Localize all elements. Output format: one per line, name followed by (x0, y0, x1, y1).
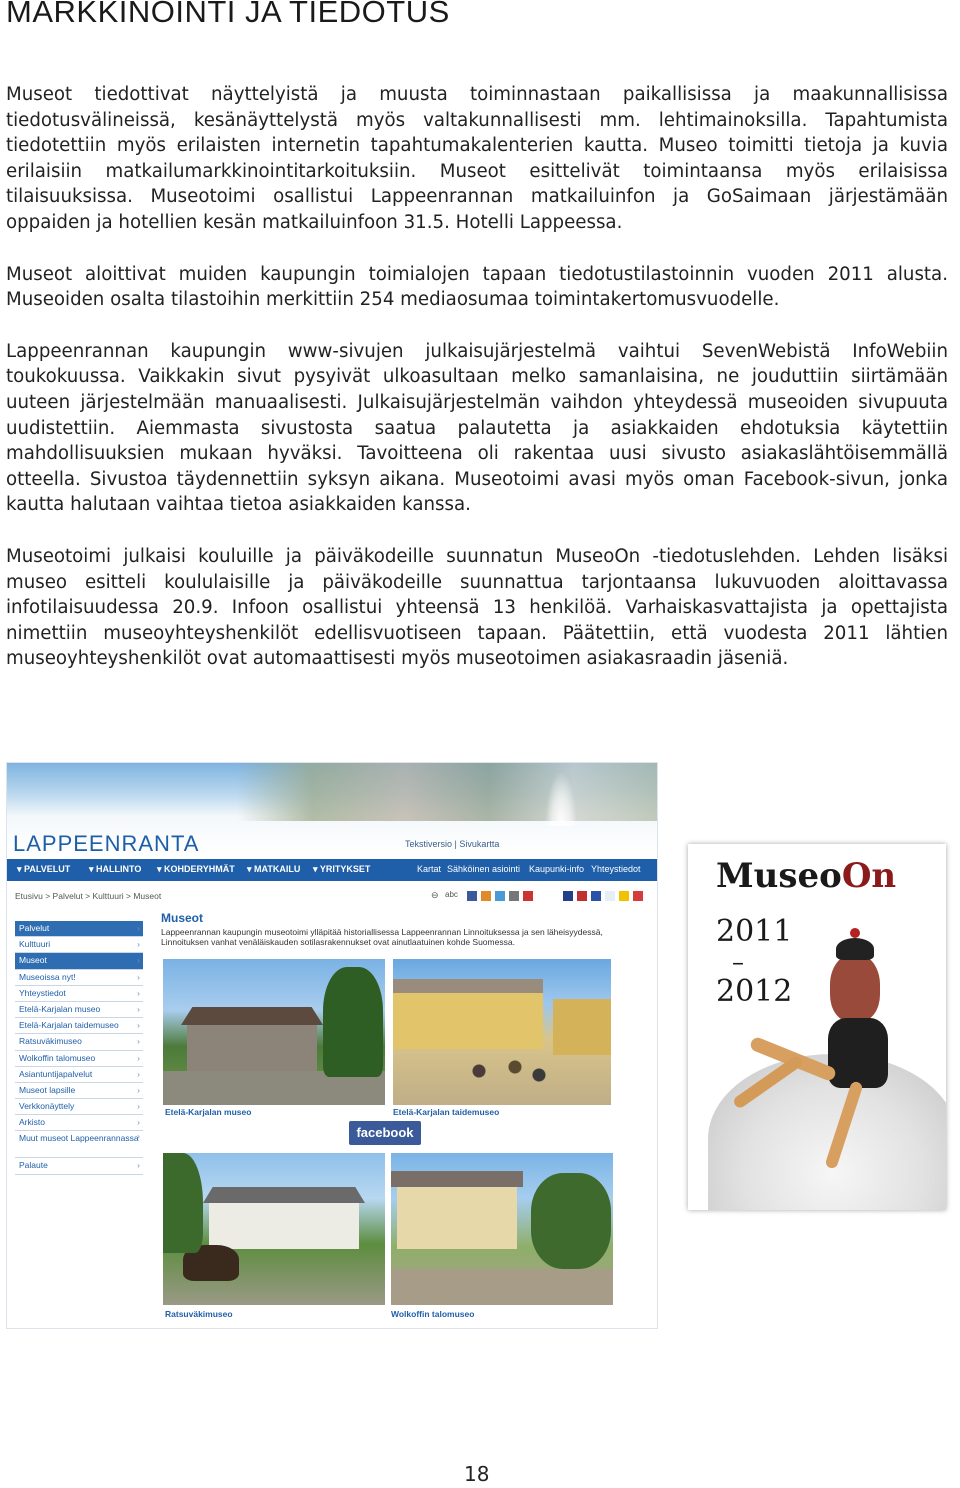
nav-item: Kartat (417, 864, 442, 874)
sidebar-item: Wolkoffin talomuseo › (15, 1051, 143, 1067)
feed-icon (523, 891, 533, 901)
photo-caption: Etelä-Karjalan taidemuseo (393, 1107, 500, 1117)
sidebar-item: Etelä-Karjalan taidemuseo › (15, 1018, 143, 1034)
flag-de-icon (577, 891, 587, 901)
sidebar-item: Museoissa nyt! › (15, 970, 143, 986)
art-museum-photo (393, 959, 611, 1105)
body-text (6, 82, 948, 698)
flag-fr-icon (591, 891, 601, 901)
page-title: MARKKINOINTI JA TIEDOTUS (6, 0, 450, 29)
website-screenshot (6, 762, 658, 1329)
sidebar-item: Museot › (15, 953, 143, 969)
nav-item: ▾ KOHDERYHMÄT (157, 864, 235, 874)
facebook-icon (467, 891, 477, 901)
banner-photo (237, 763, 657, 821)
puppet-hat (836, 938, 874, 960)
side-building (553, 999, 611, 1055)
art-museum-roof (393, 979, 543, 993)
nav-item: ▾ YRITYKSET (313, 864, 371, 874)
sidebar-item: Etelä-Karjalan museo › (15, 1002, 143, 1018)
flag-fi-icon (605, 891, 615, 901)
flag-ru-icon (633, 891, 643, 901)
cover-dash: – (732, 948, 744, 976)
photo-caption: Ratsuväkimuseo (165, 1309, 233, 1319)
cover-year: 2011 (716, 914, 793, 949)
puppet-body (828, 1018, 888, 1088)
wolkoff-building (397, 1183, 517, 1249)
puppet-head (830, 954, 880, 1022)
zoom-icon: ⊖ (431, 890, 439, 900)
photo-caption: Etelä-Karjalan museo (165, 1107, 252, 1117)
cover-logo: MuseoOn (716, 856, 897, 896)
flag-en-icon (563, 891, 573, 901)
nav-item: ▾ MATKAILU (247, 864, 301, 874)
sidebar-item: Kulttuuri › (15, 937, 143, 953)
wolkoff-museum-photo (391, 1153, 613, 1305)
sidebar-item: Yhteystiedot › (15, 986, 143, 1002)
nav-item: Kaupunki-info (529, 864, 585, 874)
site-nav (7, 859, 657, 881)
sidebar-item: Palaute › (15, 1158, 143, 1174)
sidebar-item: Museot lapsille › (15, 1083, 143, 1099)
page-number: 18 (464, 1462, 490, 1486)
street (391, 1269, 613, 1305)
sidebar-item: Arkisto › (15, 1115, 143, 1131)
fountain-icon (545, 771, 577, 826)
tree (163, 1153, 203, 1253)
print-icon (509, 891, 519, 901)
facebook-badge: facebook (349, 1121, 421, 1145)
readspeaker-text: abc (445, 890, 458, 899)
children-walking (443, 1051, 563, 1091)
sidebar-item: Asiantuntijapalvelut › (15, 1067, 143, 1083)
hat-pompom (850, 928, 860, 938)
site-page-title: Museot (161, 911, 203, 925)
site-logo: LAPPEENRANTA (13, 831, 200, 856)
art-museum-building (393, 989, 543, 1049)
nav-item: ▾ HALLINTO (89, 864, 142, 874)
sidebar-item: Palvelut › (15, 921, 143, 937)
museum-building (187, 1021, 317, 1071)
nav-item: Yhteystiedot (591, 864, 641, 874)
paragraph: Museot tiedottivat näyttelyistä ja muusta toiminnastaan paikallisissa ja maakunnallisissa tiedotusvälineissä, kesänäyttelystä myös valtakunnallisesti mm. lehtimainoksilla. Tapahtumista tiedotettiin myös erilaisten internetin tapahtumakalenterien kautta. Museo toimitti tietoja ja kuvia erilaisiin matkailumarkkinointitarkoituksiin. Museot esittelivät toimintaansa myös erilaisissa tilaisuuksissa. Museotoimi osallistui Lappeenrannan matkailuinfon ja GoSaimaan järjestämään oppaiden ja hotellien kesän matkailuinfoon 31.5. Hotelli Lappeessa. (6, 84, 948, 233)
museoon-cover (688, 844, 946, 1210)
flag-se-icon (619, 891, 629, 901)
tree (323, 967, 383, 1077)
site-util-links: Tekstiversio | Sivukartta (405, 839, 500, 849)
paragraph: Museotoimi julkaisi kouluille ja päiväkodeille suunnatun MuseoOn -tiedotuslehden. Lehden lisäksi museo esitteli koululaisille ja päiväkodeille suunnattua tarjontaansa lukuvuoden aloittavassa infotilaisuudessa 20.9. Infoon osallistui yhteensä 13 henkilöä. Varhaiskasvattajista ja opettajista nimettiin museoyhteyshenkilöt edellisvuotiseen tapaan. Päätettiin, että vuodesta 2011 lähtien museoyhteyshenkilöt ovat automaattisesti myös museotoimen asiakasraadin jäseniä. (6, 545, 948, 670)
email-icon (495, 891, 505, 901)
breadcrumb: Etusivu > Palvelut > Kulttuuri > Museot (15, 891, 162, 901)
nav-item: ▾ PALVELUT (17, 864, 71, 874)
cavalry-museum-photo (163, 1153, 385, 1305)
sidebar-item: Muut museot Lappeenrannassa › (15, 1131, 143, 1158)
site-description: Lappeenrannan kaupungin museotoimi ylläpitää historiallisessa Lappeenrannan Linnoituksessa ja sen läheisyydessä, Linnoituksen vanhat venäläiskauden sotilasrakennukset ovat ainutlaatuinen kohde Suomessa. (161, 927, 603, 947)
paragraph: Museot aloittivat muiden kaupungin toimialojen tapaan tiedotustilastoinnin vuoden 2011 alusta. Museoiden osalta tilastoihin merkittiin 254 mediaosumaa toimintakertomusvuodelle. (6, 263, 948, 311)
paragraph: Lappeenrannan kaupungin www-sivujen julkaisujärjestelmä vaihtui SevenWebistä InfoWebiin toukokuussa. Vaikkakin sivut pysyivät ulkoasultaan melko samanlaisina, ne jouduttiin siirtämään uuteen järjestelmään manuaalisesti. Julkaisujärjestelmän vaihdon yhteydessä museoiden sivupuuta uudistettiin. Aiemmasta sivustosta saatua palautetta ja asiakkaiden ehdotuksia käytettiin mahdollisuuksien mukaan hyväksi. Tavoitteena oli rakentaa uusi sivusto asiakaslähtöisemmällä otteella. Sivustoa täydennettiin syksyn aikana. Museotoimi avasi myös oman Facebook-sivun, jonka kautta halutaan vaihtaa tietoa asiakkaiden kanssa. (6, 340, 948, 516)
tree (531, 1173, 611, 1269)
share-icon (481, 891, 491, 901)
museum-photo (163, 959, 385, 1105)
museum-roof (181, 1007, 323, 1025)
cover-year: 2012 (716, 974, 793, 1009)
wolkoff-roof (391, 1171, 523, 1187)
site-toolbar (431, 891, 649, 903)
sidebar-item: Ratsuväkimuseo › (15, 1034, 143, 1050)
photo-caption: Wolkoffin talomuseo (391, 1309, 475, 1319)
site-sidebar (15, 921, 143, 1175)
sidebar-item: Verkkonäyttely › (15, 1099, 143, 1115)
cavalry-museum-building (209, 1201, 359, 1249)
nav-item: Sähköinen asiointi (447, 864, 521, 874)
cavalry-museum-roof (203, 1187, 365, 1203)
